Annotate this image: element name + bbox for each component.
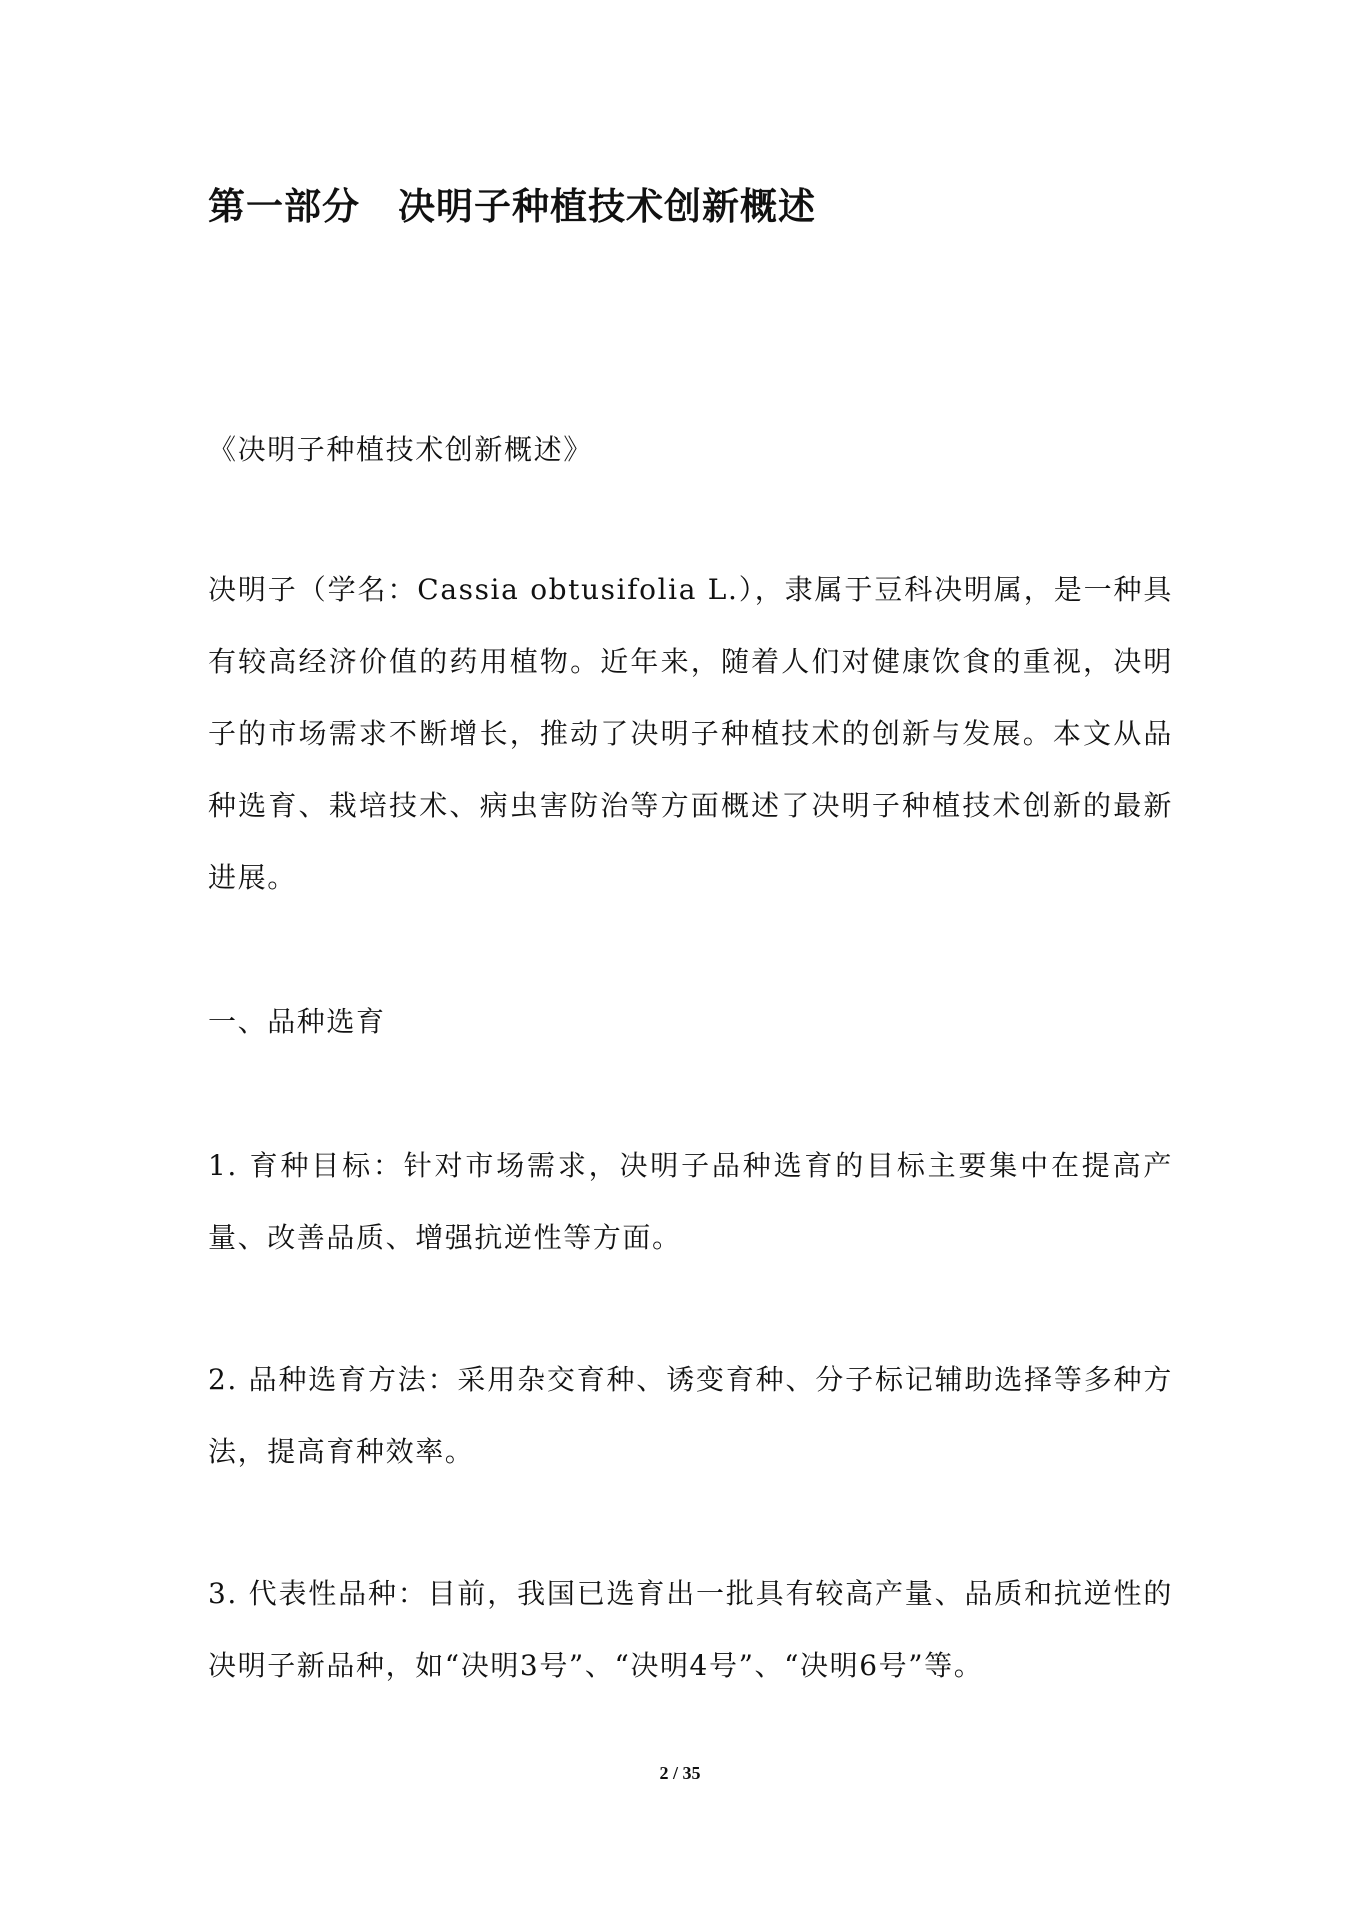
section-heading: 一、品种选育 <box>208 1005 386 1038</box>
document-subtitle: 《决明子种植技术创新概述》 <box>208 433 593 466</box>
part-heading: 第一部分 决明子种植技术创新概述 <box>208 185 816 228</box>
list-item-representative-varieties: 3. 代表性品种：目前，我国已选育出一批具有较高产量、品质和抗逆性的决明子新品种，如“决明3号”、“决明4号”、“决明6号”等。 <box>208 1577 1173 1682</box>
page-number: 2 / 35 <box>659 1763 701 1783</box>
list-item-breeding-method: 2. 品种选育方法：采用杂交育种、诱变育种、分子标记辅助选择等多种方法，提高育种效率。 <box>208 1363 1173 1468</box>
intro-paragraph: 决明子（学名：Cassia obtusifolia L.），隶属于豆科决明属，是一种具有较高经济价值的药用植物。近年来，随着人们对健康饮食的重视，决明子的市场需求不断增长，推动了决明子种植技术的创新与发展。本文从品种选育、栽培技术、病虫害防治等方面概述了决明子种植技术创新的最新进展。 <box>208 573 1173 894</box>
list-item-breeding-goal: 1. 育种目标：针对市场需求，决明子品种选育的目标主要集中在提高产量、改善品质、增强抗逆性等方面。 <box>208 1149 1173 1254</box>
